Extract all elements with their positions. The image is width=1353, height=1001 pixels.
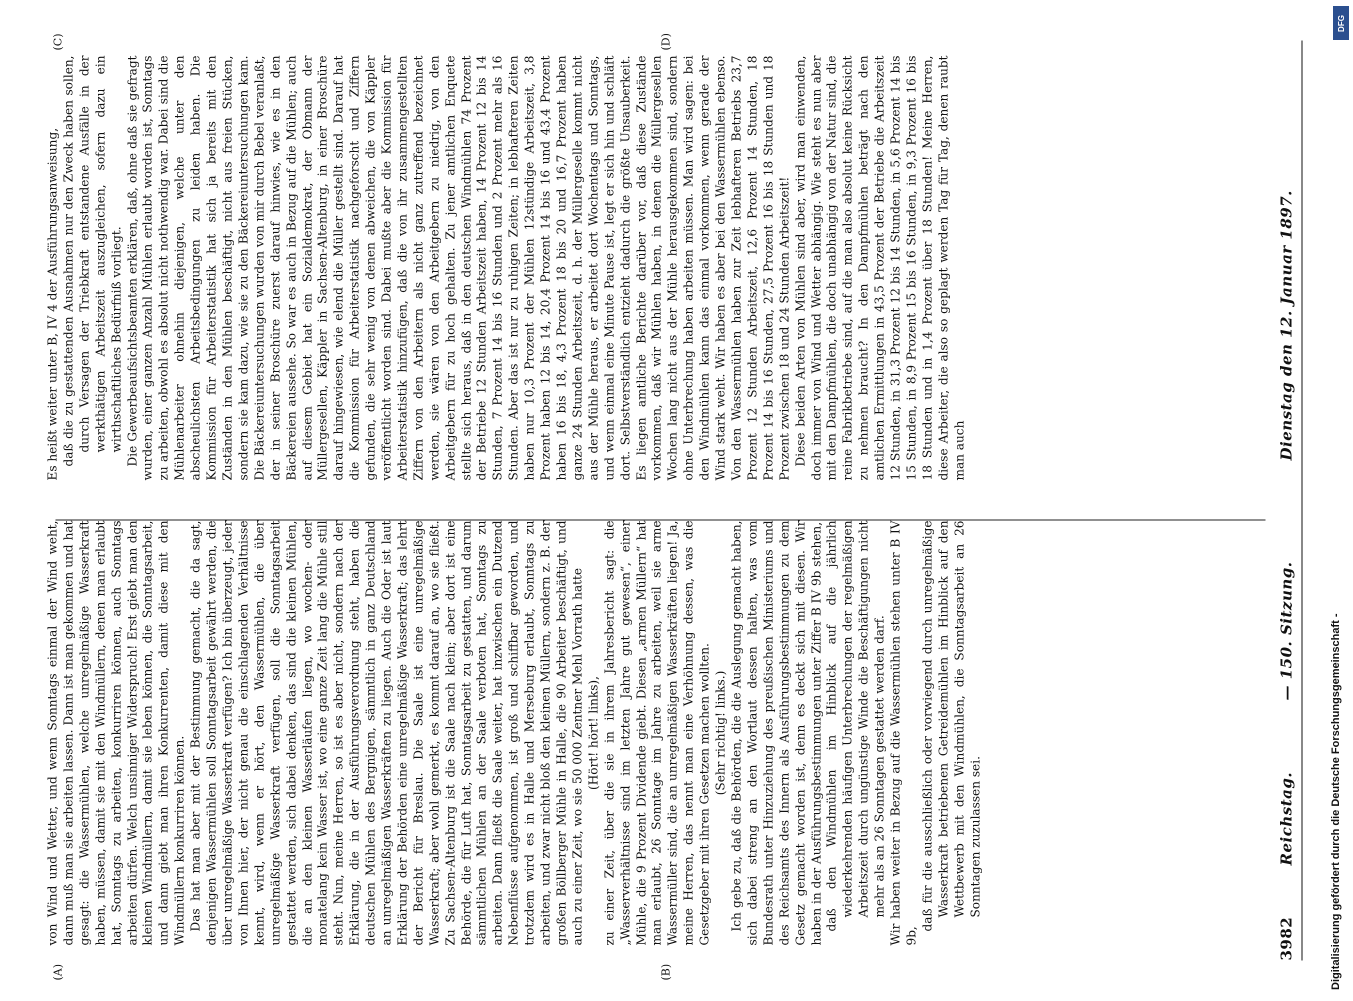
interjection: (Hört! hört! links), xyxy=(586,676,601,790)
digitization-credit: Digitalisierung gefördert durch die Deutsche Forschungsgemeinschaft - xyxy=(1330,613,1342,990)
header-session: — 150. Sitzung. xyxy=(1277,561,1296,701)
paragraph: Es heißt weiter unter B, IV 4 der Ausführungsanweisung, xyxy=(45,127,60,481)
running-header xyxy=(1278,41,1303,961)
rotated-document-page xyxy=(0,1,1353,1001)
header-publication: Reichstag. xyxy=(1277,771,1296,866)
paragraph: zu einer Zeit, über die sie in ihrem Jahresbericht sagt: die „Wasserverhältnisse sind im letzten Jahre gut gewesen“, einer Mühle, die 9 Prozent Dividende giebt. Diesen „armen Müllern“ hat man erlaubt, 26 Sonntage im Jahre zu arbeiten, weil sie arme Wassermüller sind, die an unregelmäßigen Wasserkräften liegen! Ja, meine Herren, das nennt man eine Verhöhnung dessen, was die Gesetzgeber mit ihren Gesetzen machen wollten. xyxy=(602,520,712,946)
dfg-logo: DFG xyxy=(1333,6,1349,40)
column-divider xyxy=(56,520,1266,521)
text-column-left xyxy=(46,521,1261,946)
quoted-regulation: daß den Windmühlen im Hinblick auf die jährlich wiederkehrenden häufigen Unterbrechungen der regelmäßigen Arbeitszeit durch ungünstige Winde die Beschäftigungen nicht mehr als an 26 Sonntagen gestattet werden darf. xyxy=(824,520,887,932)
header-date: Dienstag den 12. Januar 1897. xyxy=(1277,190,1296,461)
quoted-regulation: daß die zu gestattenden Ausnahmen nur den Zweck haben sollen, durch Versagen der Triebkraft entstandene Ausfälle in der werkthätigen Arbeitszeit auszugleichen, sofern dazu ein wirthschaftliches Bedürfniß vorliegt. xyxy=(61,55,124,467)
text-column-right xyxy=(46,56,1261,481)
paragraph: Das hat man aber mit der Bestimmung gemacht, die da sagt, denjenigen Wassermühlen soll Sonntagsarbeit gewährt werden, die über unregelmäßige Wasserkraft verfügen? Ich bin überzeugt, jeder von Ihnen hier, der nicht genau die einschlagenden Verhältnisse kennt, wird, wenn er hört, den Wassermühlen, die über unregelmäßige Wasserkraft verfügen, soll die Sonntagsarbeit gestattet werden, sich dabei denken, das sind die kleinen Mühlen, die an den kleinen Wasserläufen liegen, wo wochen- oder monatelang kein Wasser ist, wo eine ganze Zeit lang die Mühle still steht. Nun, meine Herren, so ist es aber nicht, sondern nach der Erklärung, die in der Ausführungsverordnung steht, haben die deutschen Mühlen des Bergnigen, sämmtlich in ganz Deutschland an unregelmäßigen Wasserkräften zu liegen. Auch die Oder ist laut Erklärung der Behörden eine unregelmäßige Wasserkraft; das lehrt der Bericht für Breslau. Die Saale ist eine unregelmäßige Wasserkraft; aber wohl gemerkt, es kommt darauf an, wo sie fließt. Zu Sachsen-Altenburg ist die Saale nach klein; aber dort ist eine Behörde, die für Luft hat, Sonntagsarbeit zu gestatten, und darum sämmtlichen Mühlen an der Saale verboten hat, Sonntags zu arbeiten. Dann fließt die Saale weiter, hat inzwischen ein Dutzend Nebenflüsse aufgenommen, ist groß und schiffbar geworden, und trotzdem wird es in Halle und Merseburg erlaubt, Sonntags zu arbeiten, und zwar nicht bloß den kleinen Müllern, sondern z. B. der großen Böllberger Mühle in Halle, die 90 Arbeiter beschäftigt, und auch zu einer Zeit, wo sie 50 000 Zentner Mehl Vorrath hatte xyxy=(188,520,585,946)
paragraph: von Wind und Wetter, und wenn Sonntags einmal der Wind weht, dann muß man sie arbeiten lassen. Dann ist man gekommen und hat gesagt: die Wassermühlen, welche unregelmäßige Wasserkraft haben, müssen, damit sie mit den Windmüllern, denen man erlaubt hat, Sonntags zu arbeiten, konkurriren können, auch Sonntags arbeiten dürfen. Welch unsinniger Widerspruch! Erst giebt man den kleinen Windmüllern, damit sie leben können, die Sonntagsarbeit, und dann giebt man ihren Konkurrenten, damit diese mit den Windmüllern konkurriren können. xyxy=(45,520,187,946)
quoted-regulation: daß für die ausschließlich oder vorwiegend durch unregelmäßige Wasserkraft betriebenen Getreidemühlen im Hinblick auf den Wettbewerb mit den Windmühlen, die Sonntagsarbeit an 26 Sonntagen zuzulassen sei. xyxy=(920,520,983,932)
paragraph: Diese beiden Arten von Mühlen sind aber, wird man einwenden, doch immer von Wind und Wetter abhängig. Wie steht es nun aber mit den Dampfmühlen, die doch unabhängig von der Natur sind, die reine Fabrikbetriebe sind, auf die man also absolut keine Rücksicht zu nehmen braucht? In den Dampfmühlen beträgt nach den amtlichen Ermittlungen in 43,5 Prozent der Betriebe die Arbeitszeit 12 Stunden, in 31,3 Prozent 12 bis 14 Stunden, in 5,6 Prozent 14 bis 15 Stunden, in 8,9 Prozent 15 bis 16 Stunden, in 9,3 Prozent 16 bis 18 Stunden und in 1,4 Prozent über 18 Stunden! Meine Herren, diese Arbeiter, die also so geplagt werden Tag für Tag, denen raubt man auch xyxy=(793,55,967,481)
page-number: 3982 xyxy=(1277,916,1296,961)
margin-marker-c: (C) xyxy=(51,33,65,51)
paragraph: Ich gebe zu, daß die Behörden, die die Auslegung gemacht haben, sich dabei streng an den Wortlaut dessen halten, was vom Bundesrath unter Hinzuziehung des preußischen Ministeriums und des Reichsamts des Innern als Ausführungsbestimmungen zu dem Gesetz gemacht worden ist, denn es deckt sich mit diesen. Wir haben in der Ausführungsbestimmungen unter Ziffer B IV 9b stehen, xyxy=(729,520,823,946)
margin-marker-d: (D) xyxy=(659,33,673,51)
paragraph: Die Gewerbeaufsichtsbeamten erklären, daß, ohne daß sie gefragt wurden, einer ganzen Anzahl Mühlen erlaubt worden ist, Sonntags zu arbeiten, obwohl es absolut nicht nothwendig war. Dabei sind die Mühlenarbeiter ohnehin diejenigen, welche unter den abscheulichsten Arbeitsbedingungen zu leiden haben. Die Kommission für Arbeiterstatistik hat sich ja bereits mit den Zuständen in den Mühlen beschäftigt, nicht aus freien Stücken, sondern sie kam dazu, wie sie zu den Bäckereiuntersuchungen kam. Die Bäckereiuntersuchungen wurden von mir durch Bebel veranlaßt, der in seiner Broschüre zuerst darauf hinwies, wie es in den Bäckereien aussehe. So war es auch in Bezug auf die Mühlen; auch auf diesem Gebiet hat ein Sozialdemokrat, der Obmann der Müllergesellen, Käppler in Sachsen-Altenburg, in einer Broschüre darauf hingewiesen, wie elend die Müller gestellt sind. Darauf hat die Kommission für Arbeiterstatistik nachgeforscht und Ziffern gefunden, die sehr wenig von denen abweichen, die von Käppler veröffentlicht worden sind. Dabei mußte aber die Kommission für Arbeiterstatistik hinzufügen, daß die von ihr zusammengestellten Ziffern von den Arbeitern als nicht ganz zutreffend bezeichnet werden, sie wären von den Arbeitgebern zu niedrig, von den Arbeitgebern für zu hoch gehalten. Zu jener amtlichen Enquete stellte sich heraus, daß in den deutschen Windmühlen 74 Prozent der Betriebe 12 Stunden Arbeitszeit haben, 14 Prozent 12 bis 14 Stunden, 7 Prozent 14 bis 16 Stunden und 2 Prozent mehr als 16 Stunden. Aber das ist nur zu ruhigen Zeiten; in lebhafteren Zeiten haben nur 10,3 Prozent der Mühlen 12stündige Arbeitszeit, 3,8 Prozent haben 12 bis 14, 20,4 Prozent 14 bis 16 und 43,4 Prozent haben 16 bis 18, 4,3 Prozent 18 bis 20 und 16,7 Prozent haben ganze 24 Stunden Arbeitszeit, d. h. der Müllergeselle kommt nicht aus der Mühle heraus, er arbeitet dort Wochentags und Sonntags, und wenn einmal eine Minute Pause ist, legt er sich hin und schläft dort. Selbstverständlich entzieht dadurch die größte Unsauberkeit. Es liegen amtliche Berichte darüber vor, daß diese Zustände vorkommen, daß wir Mühlen haben, in denen die Müllergesellen Wochen lang nicht aus der Mühle herausgekommen sind, sondern ohne Unterbrechung haben arbeiten müssen. Man wird sagen: bei den Windmühlen kann das einmal vorkommen, wenn gerade der Wind stark weht. Wir haben es aber bei den Wassermühlen ebenso. Von den Wassermühlen haben zur Zeit lebhafteren Betriebs 23,7 Prozent 12 Stunden Arbeitszeit, 12,6 Prozent 14 Stunden, 18 Prozent 14 bis 16 Stunden, 27,5 Prozent 16 bis 18 Stunden und 18 Prozent zwischen 18 und 24 Stunden Arbeitszeit! xyxy=(125,55,792,481)
margin-marker-a: (A) xyxy=(51,963,65,981)
interjection: (Sehr richtig! links.) xyxy=(713,670,728,796)
paragraph: Wir haben weiter in Bezug auf die Wassermühlen stehen unter B IV 9b, xyxy=(888,520,919,946)
margin-marker-b: (B) xyxy=(659,963,673,981)
